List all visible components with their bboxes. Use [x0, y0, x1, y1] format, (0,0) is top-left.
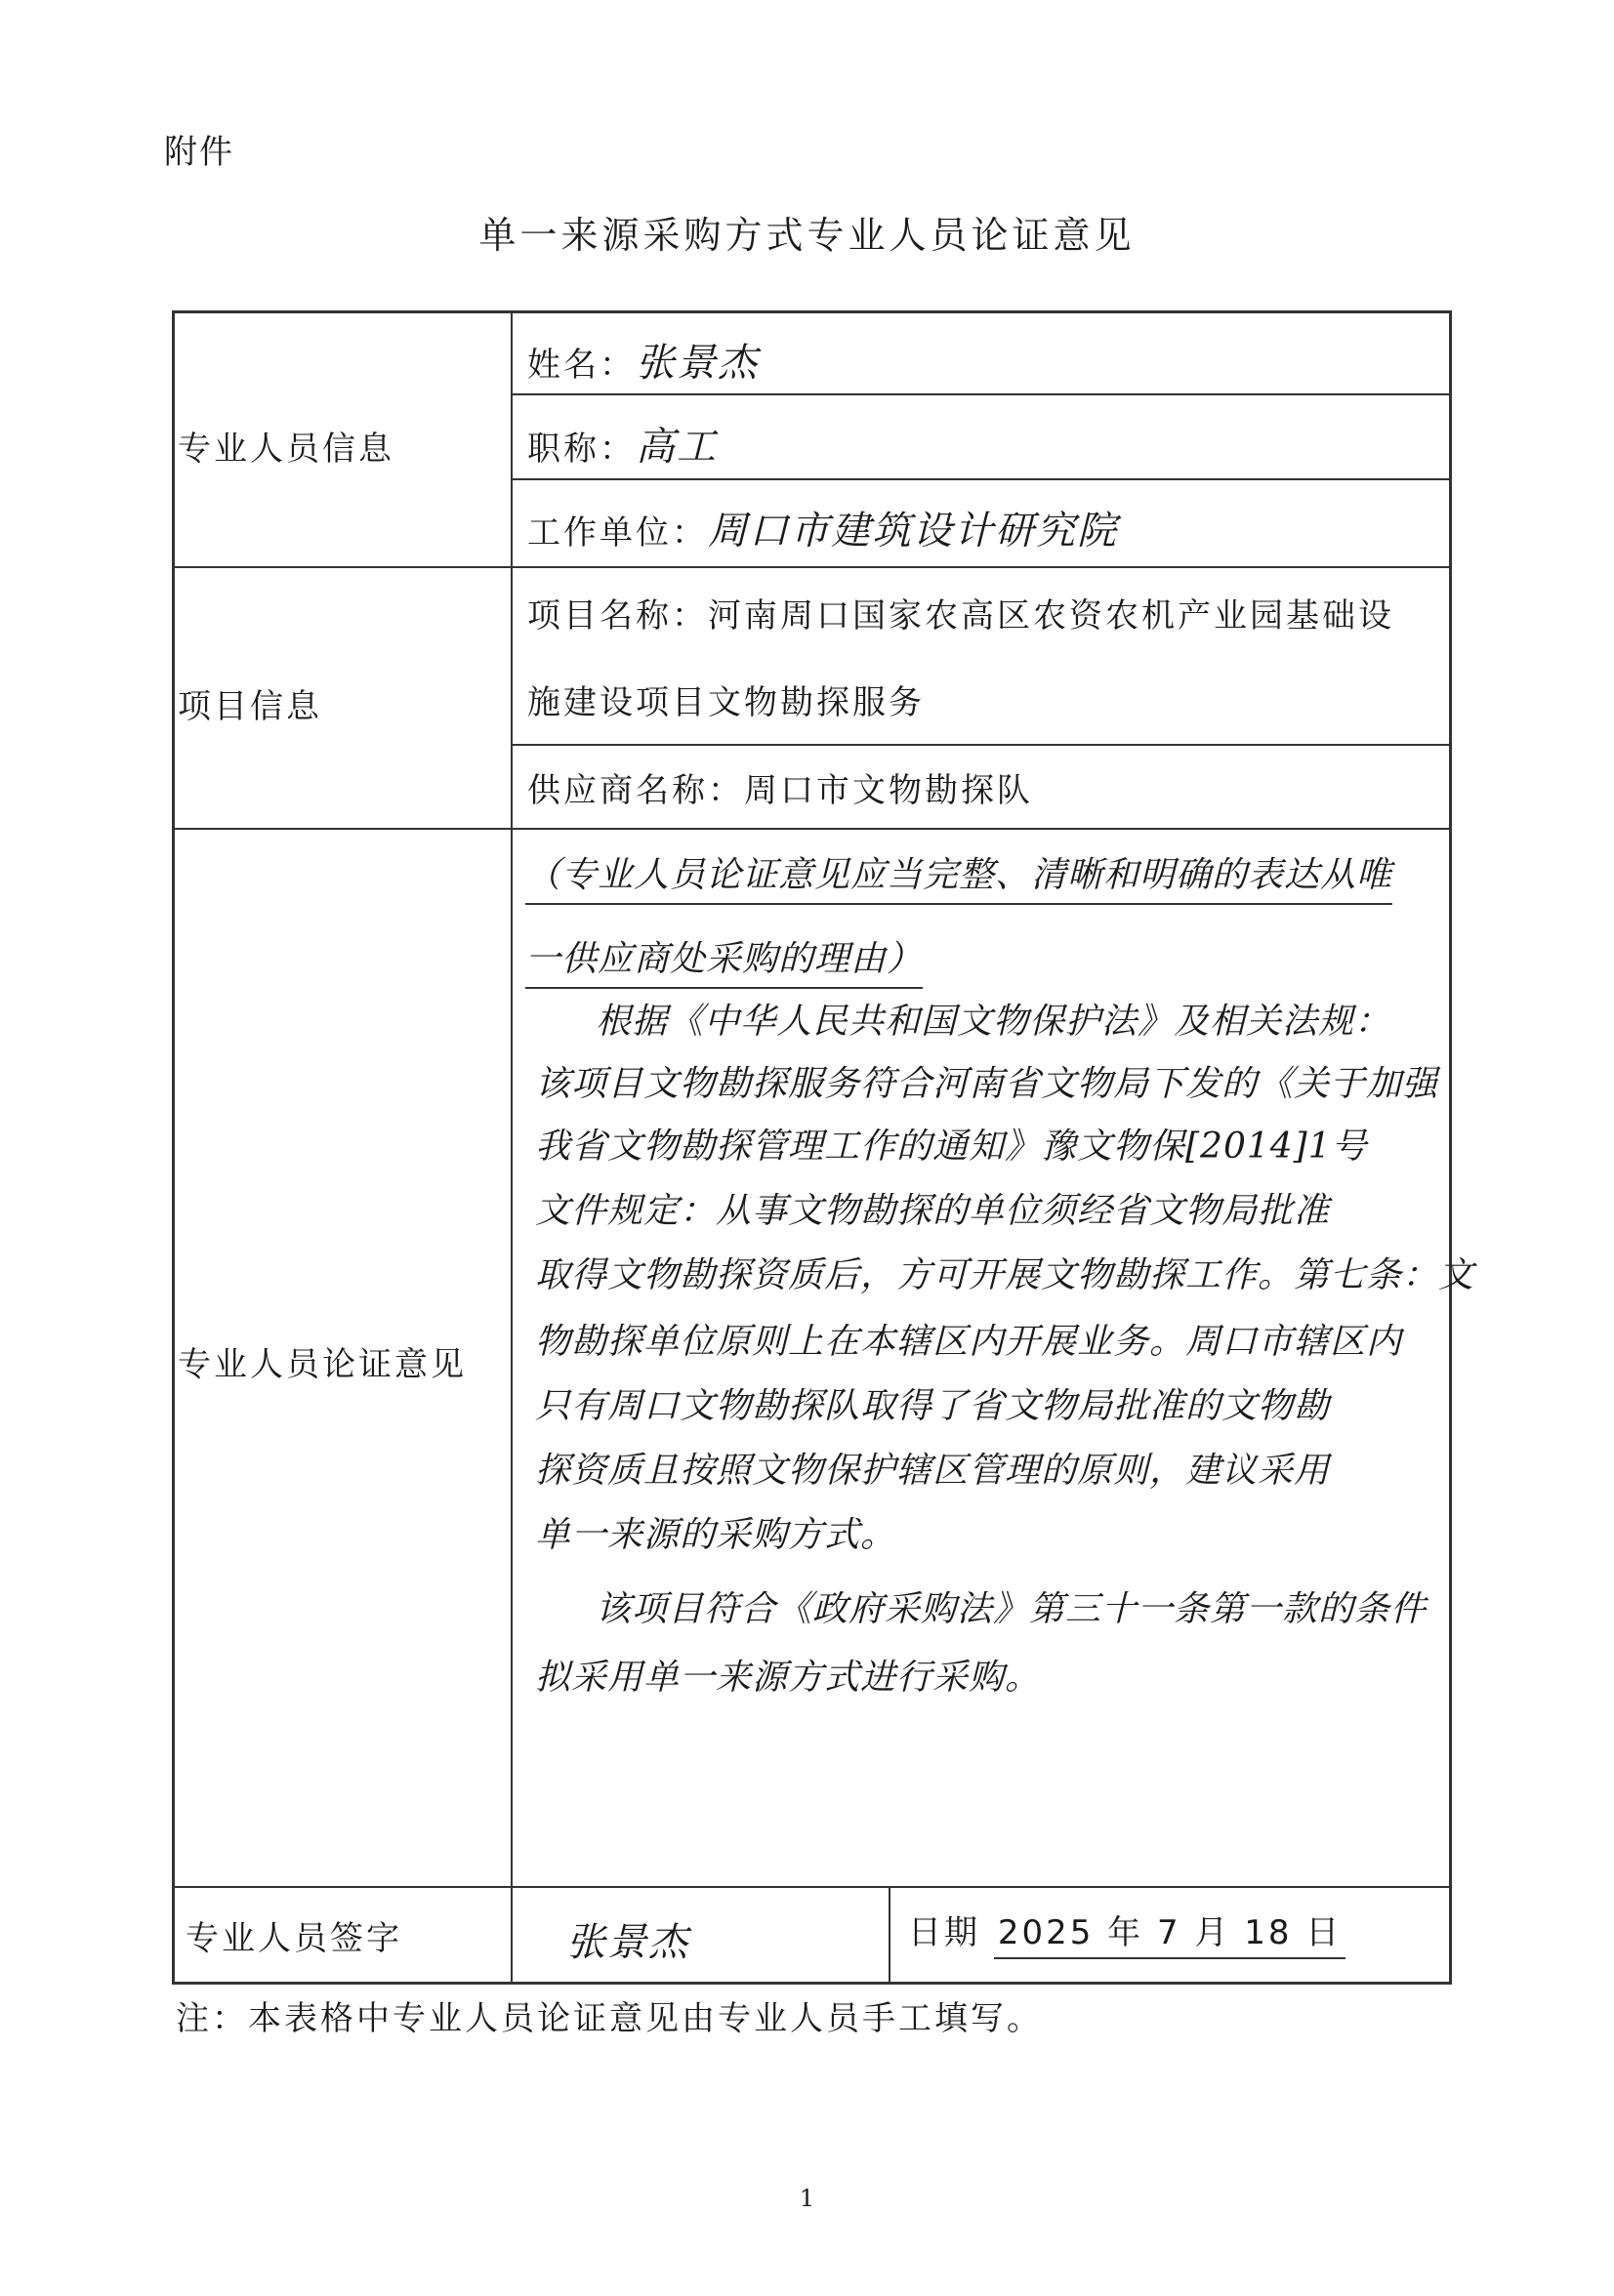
signature-label: 专业人员签字 [186, 1919, 402, 1958]
opinion-line: 根据《中华人民共和国文物保护法》及相关法规： [596, 1002, 1391, 1042]
form-note: 注：本表格中专业人员论证意见由专业人员手工填写。 [176, 1999, 1043, 2038]
opinion-line: 物勘探单位原则上在本辖区内开展业务。周口市辖区内 [535, 1322, 1403, 1362]
opinion-line: 单一来源的采购方式。 [535, 1515, 897, 1555]
unit-value: 周口市建筑设计研究院 [708, 509, 1118, 554]
title-value: 高工 [636, 425, 718, 470]
label-column-divider [511, 310, 513, 1985]
title-label: 职称： [527, 430, 636, 469]
opinion-instruction-line1: （专业人员论证意见应当完整、清晰和明确的表达从唯 [525, 847, 1392, 905]
name-value: 张景杰 [636, 341, 759, 386]
attachment-label: 附件 [164, 133, 234, 172]
opinion-line: 文件规定：从事文物勘探的单位须经省文物局批准 [535, 1191, 1331, 1231]
section-divider-opinion [172, 828, 1451, 830]
date-label: 日期 [908, 1913, 980, 1952]
opinion-line: 该项目符合《政府采购法》第三十一条第一款的条件 [596, 1589, 1428, 1629]
opinion-line: 拟采用单一来源方式进行采购。 [535, 1658, 1042, 1698]
row-divider-name [511, 393, 1451, 395]
supplier-name: 供应商名称：周口市文物勘探队 [527, 771, 1033, 810]
signature-value: 张景杰 [566, 1920, 689, 1965]
opinion-line: 只有周口文物勘探队取得了省文物局批准的文物勘 [535, 1386, 1331, 1426]
section-divider-project [172, 566, 1451, 568]
name-row [527, 332, 759, 388]
project-name-line1: 项目名称：河南周口国家农高区农资农机产业园基础设 [527, 596, 1394, 636]
personnel-info-label: 专业人员信息 [178, 430, 394, 469]
opinion-line: 探资质且按照文物保护辖区管理的原则，建议采用 [535, 1451, 1331, 1491]
opinion-line: 我省文物勘探管理工作的通知》豫文物保[2014]1号 [535, 1127, 1368, 1167]
section-divider-signature [172, 1886, 1451, 1888]
opinion-instruction-line2: 一供应商处采购的理由） [525, 931, 923, 989]
opinion-line: 取得文物勘探资质后，方可开展文物勘探工作。第七条：文 [535, 1255, 1475, 1295]
unit-row [527, 500, 1118, 555]
date-value: 2025 年 7 月 18 日 [994, 1906, 1345, 1959]
page-title: 单一来源采购方式专业人员论证意见 [478, 214, 1136, 257]
name-label: 姓名： [527, 346, 636, 385]
opinion-line: 该项目文物勘探服务符合河南省文物局下发的《关于加强 [535, 1064, 1439, 1104]
opinion-label: 专业人员论证意见 [178, 1345, 467, 1384]
title-row [527, 416, 718, 472]
row-divider-supplier [511, 744, 1451, 746]
unit-label: 工作单位： [527, 513, 708, 553]
page-number: 1 [799, 2185, 815, 2212]
row-divider-title [511, 478, 1451, 480]
date-row [908, 1906, 1345, 1959]
project-name-line2: 施建设项目文物勘探服务 [527, 683, 925, 722]
date-column-divider [889, 1886, 890, 1984]
project-info-label: 项目信息 [178, 687, 322, 726]
